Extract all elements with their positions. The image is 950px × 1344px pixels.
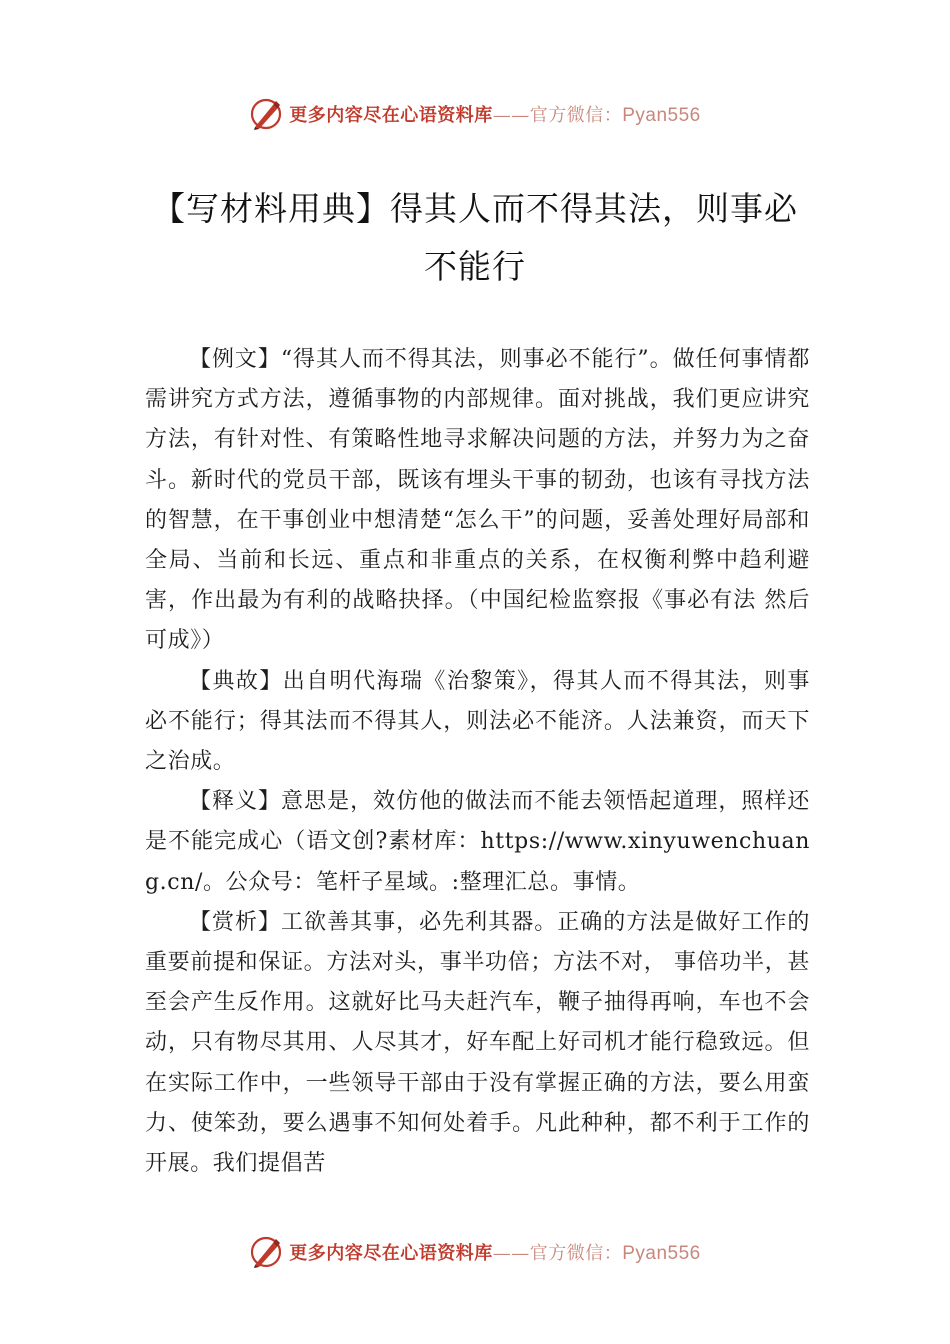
header-wechat-id: Pyan556 (622, 105, 701, 126)
document-title: 【写材料用典】得其人而不得其法，则事必不能行 (152, 189, 798, 286)
paragraph-example: 【例文】“得其人而不得其法，则事必不能行”。做任何事情都需讲究方式方法，遵循事物的内部规律。面对挑战，我们更应讲究方法，有针对性、有策略性地寻求解决问题的方法，并努力为之奋斗。新时代的党员干部，既该有埋头干事的韧劲，也该有寻找方法的智慧，在干事创业中想清楚“怎么干”的问题，妥善处理好局部和全局、当前和长远、重点和非重点的关系，在权衡利弊中趋利避害，作出最为有利的战略抉择。（中国纪检监察报《事必有法 然后可成》） (145, 347, 810, 654)
header-brand-main: 更多内容尽在心语资料库 (289, 105, 493, 126)
footer-brand (249, 1235, 701, 1269)
footer-brand-sub: ——官方微信： (492, 1243, 623, 1264)
paragraph-allusion: 【典故】出自明代海瑞《治黎策》，得其人而不得其法，则事必不能行；得其法而不得其人，则法必不能济。人法兼资，而天下之治成。 (145, 668, 810, 775)
header-brand-sub: ——官方微信： (492, 105, 623, 126)
page-footer (0, 1232, 950, 1272)
pen-logo-icon (249, 1235, 283, 1269)
footer-brand-text (289, 1239, 701, 1265)
page-header (0, 94, 950, 134)
paragraph-meaning: 【释义】意思是，效仿他的做法而不能去领悟起道理，照样还是不能完成心（语文创?素材库：https://www.xinyuwenchuang.cn/。公众号：笔杆子星域。:整理汇总。事情。 (145, 789, 810, 895)
footer-brand-main: 更多内容尽在心语资料库 (289, 1243, 493, 1264)
pen-logo-icon (249, 97, 283, 131)
footer-wechat-id: Pyan556 (622, 1243, 701, 1264)
paragraph-appreciation: 【赏析】工欲善其事，必先利其器。正确的方法是做好工作的重要前提和保证。方法对头，事半功倍；方法不对， 事倍功半，甚至会产生反作用。这就好比马夫赶汽车，鞭子抽得再响，车也不会动，只有物尽其用、人尽其才，好车配上好司机才能行稳致远。但在实际工作中，一些领导干部由于没有掌握正确的方法，要么用蛮力、使笨劲，要么遇事不知何处着手。凡此种种，都不利于工作的开展。我们提倡苦 (145, 909, 810, 1177)
document-body (145, 340, 810, 1184)
header-brand (249, 97, 701, 131)
header-brand-text (289, 101, 701, 127)
